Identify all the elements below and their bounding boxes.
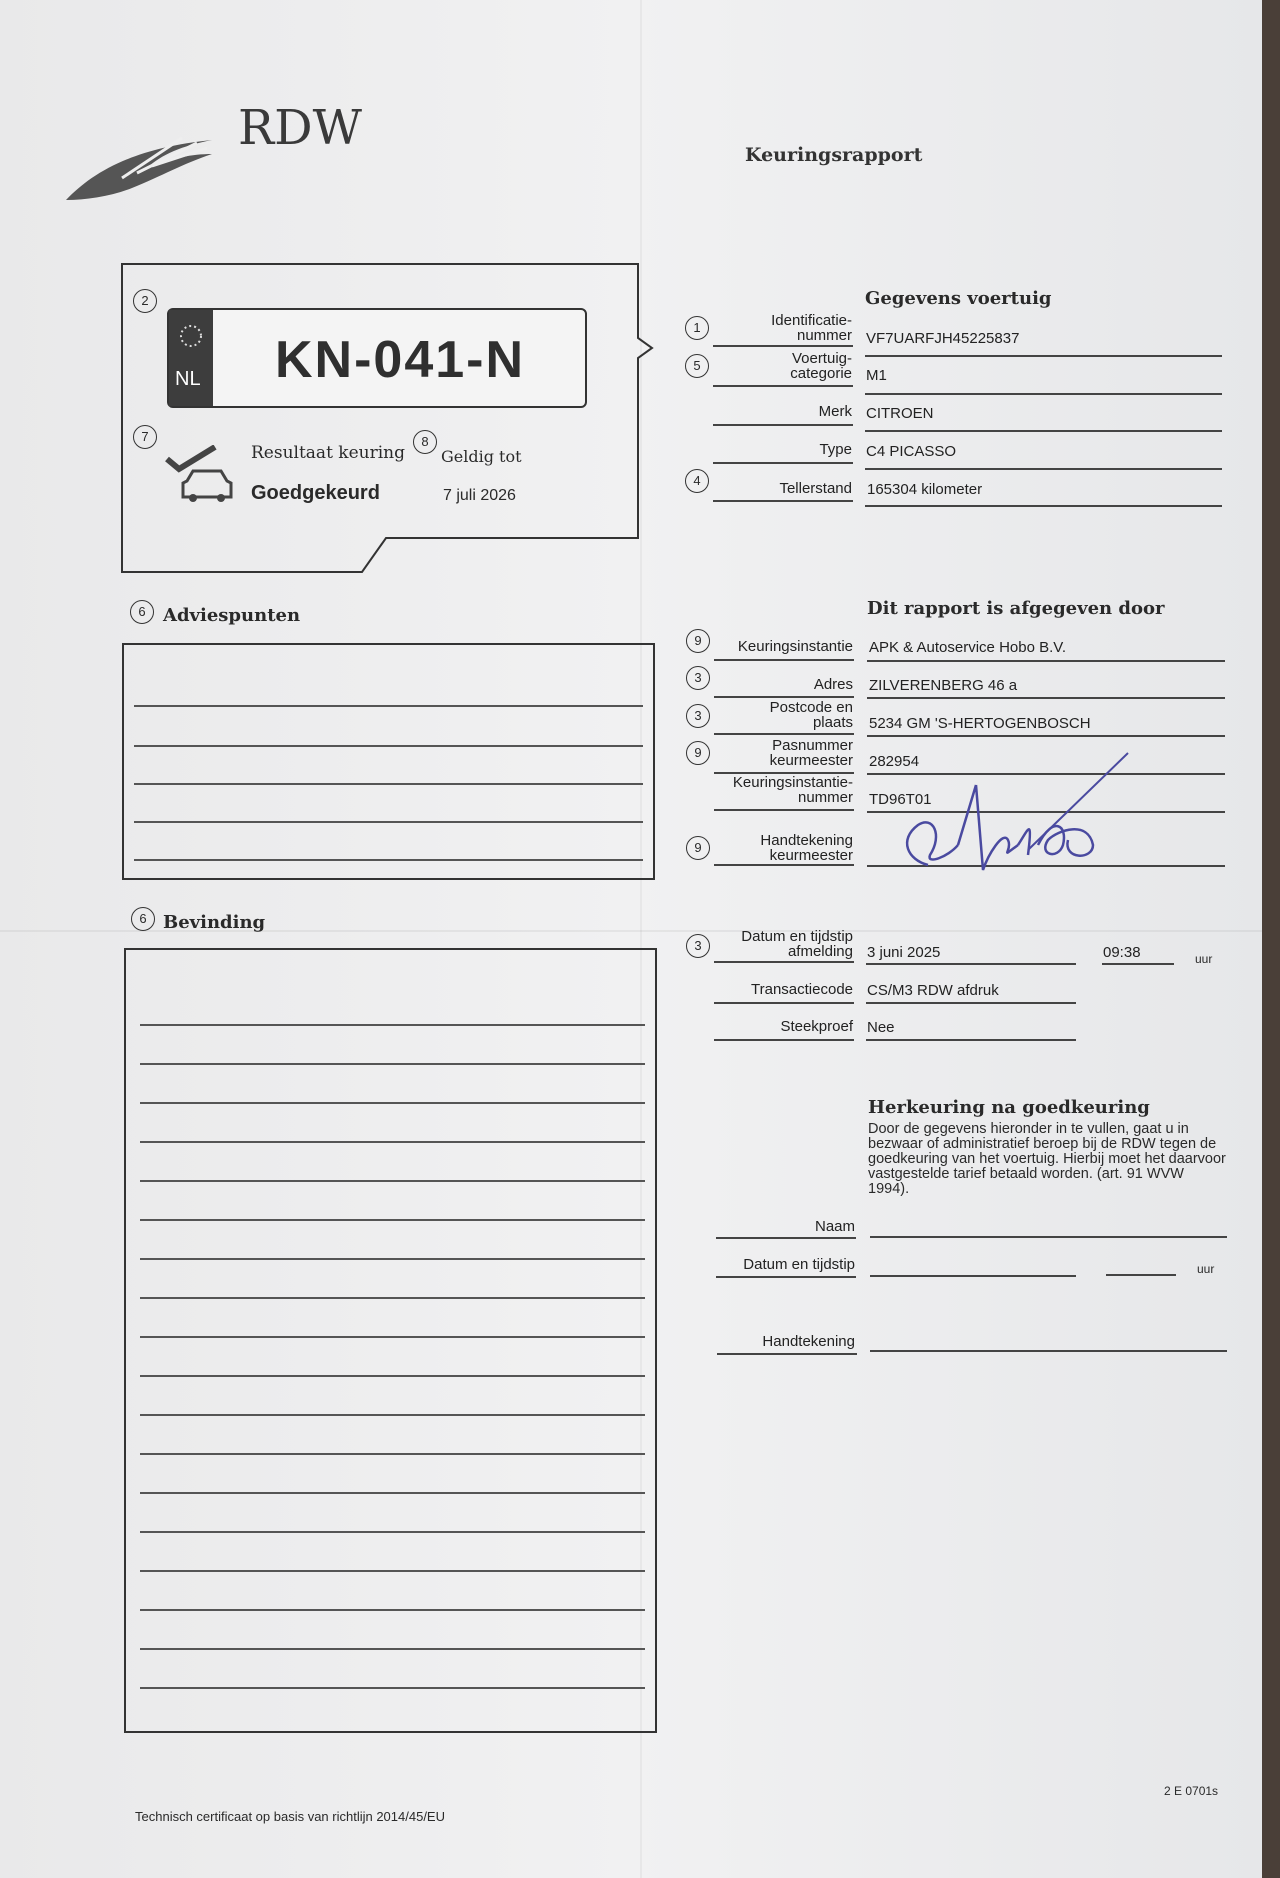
issuer-postcode-value: 5234 GM 'S-HERTOGENBOSCH (869, 715, 1091, 732)
eu-stars-icon (177, 322, 205, 350)
vehicle-id-value: VF7UARFJH45225837 (866, 330, 1020, 347)
eu-band (169, 310, 213, 406)
marker-1: 1 (685, 316, 709, 340)
vehicle-category-value: M1 (866, 367, 887, 384)
finding-title: Bevinding (163, 912, 266, 933)
issuer-name-label: Keuringsinstantie (737, 638, 853, 655)
reinspection-date-label: Datum en tijdstip (743, 1256, 855, 1273)
issuer-postcode-label: Postcode en plaats (769, 699, 853, 731)
reinspection-name-field[interactable] (870, 1236, 1227, 1238)
signoff-time-value: 09:38 (1103, 944, 1141, 961)
license-plate (167, 308, 587, 408)
vehicle-type-label: Type (819, 441, 852, 458)
footer-left: Technisch certificaat op basis van richtlijn 2014/45/EU (135, 1809, 445, 1824)
issuer-title: Dit rapport is afgegeven door (867, 598, 1165, 619)
signoff-time-unit: uur (1195, 952, 1213, 966)
result-value: Goedgekeurd (251, 482, 380, 504)
signoff-date-value: 3 juni 2025 (867, 944, 941, 961)
reinspection-signature-label: Handtekening (762, 1333, 855, 1350)
issuer-signature-label: Handtekening keurmeester (760, 832, 853, 864)
vehicle-category-label: Voertuig- categorie (790, 350, 852, 382)
reinspection-signature-field[interactable] (870, 1350, 1227, 1352)
reinspection-date-field[interactable] (870, 1275, 1076, 1277)
finding-box (124, 948, 657, 1733)
marker-3a: 3 (686, 666, 710, 690)
issuer-name-value: APK & Autoservice Hobo B.V. (869, 639, 1067, 656)
issuer-address-value: ZILVERENBERG 46 a (869, 677, 1018, 694)
signoff-date-label: Datum en tijdstip afmelding (741, 928, 853, 960)
reinspection-name-label: Naam (814, 1218, 855, 1235)
transaction-label: Transactiecode (751, 981, 853, 998)
marker-3c: 3 (686, 934, 710, 958)
plate-number: KN-041-N (275, 331, 526, 389)
brand-name: RDW (238, 100, 362, 156)
reinspection-title: Herkeuring na goedkeuring (868, 1097, 1150, 1118)
vehicle-make-label: Merk (818, 403, 852, 420)
vehicle-type-value: C4 PICASSO (866, 443, 957, 460)
vehicle-odometer-value: 165304 kilometer (867, 481, 983, 498)
marker-5: 5 (685, 354, 709, 378)
footer-right: 2 E 0701s (1164, 1784, 1219, 1798)
marker-7: 7 (133, 425, 157, 449)
issuer-number-label: Keuringsinstantie- nummer (732, 774, 853, 806)
issuer-address-label: Adres (813, 676, 853, 693)
issuer-inspector-label: Pasnummer keurmeester (769, 737, 853, 769)
vehicle-title: Gegevens voertuig (865, 288, 1052, 309)
reinspection-time-unit: uur (1197, 1262, 1215, 1276)
reinspection-text: Door de gegevens hieronder in te vullen, gaat u in bezwaar of administratief beroep bij de RDW tegen de goedkeuring van het voertuig. Hierbij moet het daarvoor vastgestelde tarief betaald worden. (art. 91 WVW 1994). (868, 1121, 1226, 1197)
reinspection-time-field[interactable] (1106, 1274, 1176, 1276)
report-title: Keuringsrapport (745, 144, 923, 166)
result-label: Resultaat keuring (251, 443, 406, 463)
marker-9a: 9 (686, 629, 710, 653)
sample-value: Nee (867, 1019, 895, 1036)
transaction-value: CS/M3 RDW afdruk (867, 982, 999, 999)
plate-country: NL (175, 368, 201, 390)
marker-9c: 9 (686, 836, 710, 860)
marker-9b: 9 (686, 741, 710, 765)
marker-6: 6 (130, 600, 154, 624)
marker-3b: 3 (686, 704, 710, 728)
issuer-number-value: TD96T01 (869, 791, 932, 808)
car-approved-icon (165, 445, 235, 503)
vehicle-id-label: Identificatie- nummer (771, 312, 852, 344)
sample-label: Steekproef (780, 1018, 853, 1035)
vehicle-make-value: CITROEN (866, 405, 934, 422)
feather-logo (62, 118, 222, 204)
advice-box (122, 643, 655, 880)
advice-title: Adviespunten (163, 605, 301, 626)
valid-label: Geldig tot (441, 447, 522, 466)
marker-6b: 6 (131, 907, 155, 931)
marker-2: 2 (133, 289, 157, 313)
issuer-inspector-value: 282954 (869, 753, 920, 770)
inspector-signature (888, 745, 1138, 890)
vehicle-odometer-label: Tellerstand (779, 480, 852, 497)
marker-8: 8 (413, 430, 437, 454)
marker-4: 4 (685, 469, 709, 493)
valid-value: 7 juli 2026 (443, 487, 516, 504)
